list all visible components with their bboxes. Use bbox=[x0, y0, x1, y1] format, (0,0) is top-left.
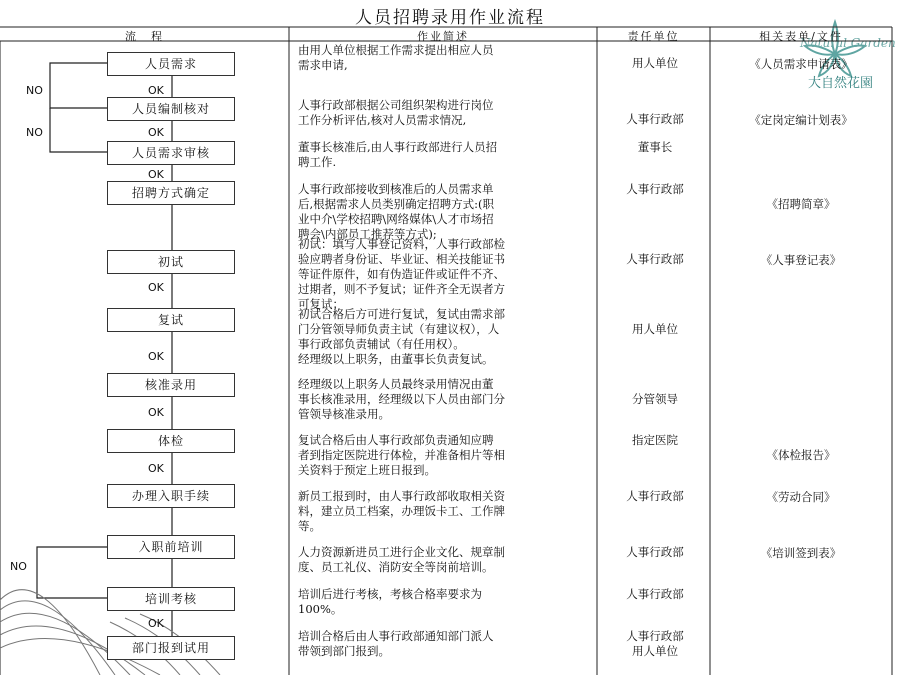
step-form-5: 《人事登记表》 bbox=[760, 253, 842, 267]
no-label: NO bbox=[26, 84, 43, 97]
step-form-10: 《培训签到表》 bbox=[760, 546, 842, 560]
step-box-5: 初试 bbox=[107, 250, 235, 274]
step-box-8: 体检 bbox=[107, 429, 235, 453]
logo-script: Natural Garden bbox=[800, 36, 896, 50]
ok-label: OK bbox=[148, 406, 164, 419]
ok-label: OK bbox=[148, 126, 164, 139]
ok-label: OK bbox=[148, 617, 164, 630]
step-dept-4: 人事行政部 bbox=[626, 182, 684, 196]
step-dept-6: 用人单位 bbox=[632, 322, 678, 336]
step-dept-1: 用人单位 bbox=[632, 56, 678, 70]
step-box-6: 复试 bbox=[107, 308, 235, 332]
step-form-9: 《劳动合同》 bbox=[766, 490, 836, 504]
step-form-4: 《招聘简章》 bbox=[766, 197, 836, 211]
step-desc-12: 培训合格后由人事行政部通知部门派人 带领到部门报到。 bbox=[298, 629, 494, 658]
header-department: 责任单位 bbox=[627, 30, 680, 43]
step-form-2: 《定岗定编计划表》 bbox=[749, 113, 853, 127]
step-dept-12: 人事行政部 用人单位 bbox=[626, 629, 684, 658]
step-dept-11: 人事行政部 bbox=[626, 587, 684, 601]
step-box-11: 培训考核 bbox=[107, 587, 235, 611]
step-dept-5: 人事行政部 bbox=[626, 252, 684, 266]
step-desc-4: 人事行政部接收到核准后的人员需求单 后,根据需求人员类别确定招聘方式:(职 业中介\学校招聘\网络媒体\人才市场招 聘会\内部员工推荐等方式); bbox=[298, 182, 495, 241]
page-title: 人员招聘录用作业流程 bbox=[355, 8, 545, 28]
step-box-2: 人员编制核对 bbox=[107, 97, 235, 121]
step-desc-11: 培训后进行考核，考核合格率要求为 100%。 bbox=[298, 587, 482, 616]
header-description: 作业简述 bbox=[417, 30, 469, 43]
step-dept-2: 人事行政部 bbox=[626, 112, 684, 126]
ok-label: OK bbox=[148, 462, 164, 475]
step-box-10: 入职前培训 bbox=[107, 535, 235, 559]
ok-label: OK bbox=[148, 168, 164, 181]
no-label: NO bbox=[10, 560, 27, 573]
step-box-7: 核准录用 bbox=[107, 373, 235, 397]
step-desc-2: 人事行政部根据公司组织架构进行岗位 工作分析评估,核对人员需求情况, bbox=[298, 98, 494, 127]
step-dept-3: 董事长 bbox=[637, 140, 673, 154]
step-desc-9: 新员工报到时，由人事行政部收取相关资 料，建立员工档案，办理饭卡工、工作牌 等。 bbox=[298, 489, 505, 533]
header-forms: 相关表单/文件 bbox=[759, 30, 843, 43]
no-label: NO bbox=[26, 126, 43, 139]
ok-label: OK bbox=[148, 350, 164, 363]
ok-label: OK bbox=[148, 84, 164, 97]
step-box-3: 人员需求审核 bbox=[107, 141, 235, 165]
step-box-1: 人员需求 bbox=[107, 52, 235, 76]
logo-text: 大自然花園 bbox=[808, 76, 874, 91]
step-desc-7: 经理级以上职务人员最终录用情况由董 事长核准录用，经理级以下人员由部门分 管领导核准录用。 bbox=[298, 377, 505, 421]
step-desc-1: 由用人单位根据工作需求提出相应人员 需求申请, bbox=[298, 43, 494, 72]
step-dept-8: 指定医院 bbox=[632, 433, 678, 447]
step-dept-9: 人事行政部 bbox=[626, 489, 684, 503]
step-dept-10: 人事行政部 bbox=[626, 545, 684, 559]
step-desc-8: 复试合格后由人事行政部负责通知应聘 者到指定医院进行体检，并准备相片等相 关资料于预定上班日报到。 bbox=[298, 433, 505, 477]
step-dept-7: 分管领导 bbox=[632, 392, 678, 406]
step-form-1: 《人员需求申请表》 bbox=[749, 57, 853, 71]
ok-label: OK bbox=[148, 281, 164, 294]
header-process: 流 程 bbox=[125, 30, 164, 43]
step-box-4: 招聘方式确定 bbox=[107, 181, 235, 205]
step-desc-6: 初试合格后方可进行复试，复试由需求部 门分管领导师负责主试（有建议权），人 事行政部负责辅试（有任用权）。 经理级以上职务，由董事长负责复试。 bbox=[298, 307, 505, 366]
step-box-9: 办理入职手续 bbox=[107, 484, 235, 508]
step-form-8: 《体检报告》 bbox=[766, 448, 836, 462]
step-box-12: 部门报到试用 bbox=[107, 636, 235, 660]
step-desc-3: 董事长核准后,由人事行政部进行人员招 聘工作. bbox=[298, 140, 498, 169]
step-desc-10: 人力资源新进员工进行企业文化、规章制 度、员工礼仪、消防安全等岗前培训。 bbox=[298, 545, 505, 574]
step-desc-5: 初试：填写人事登记资料，人事行政部检 验应聘者身份证、毕业证、相关技能证书 等证件原件，如有伪造证件或证件不齐、 过期者，则不予复试；证件齐全无误者方 可复试； bbox=[298, 237, 505, 311]
